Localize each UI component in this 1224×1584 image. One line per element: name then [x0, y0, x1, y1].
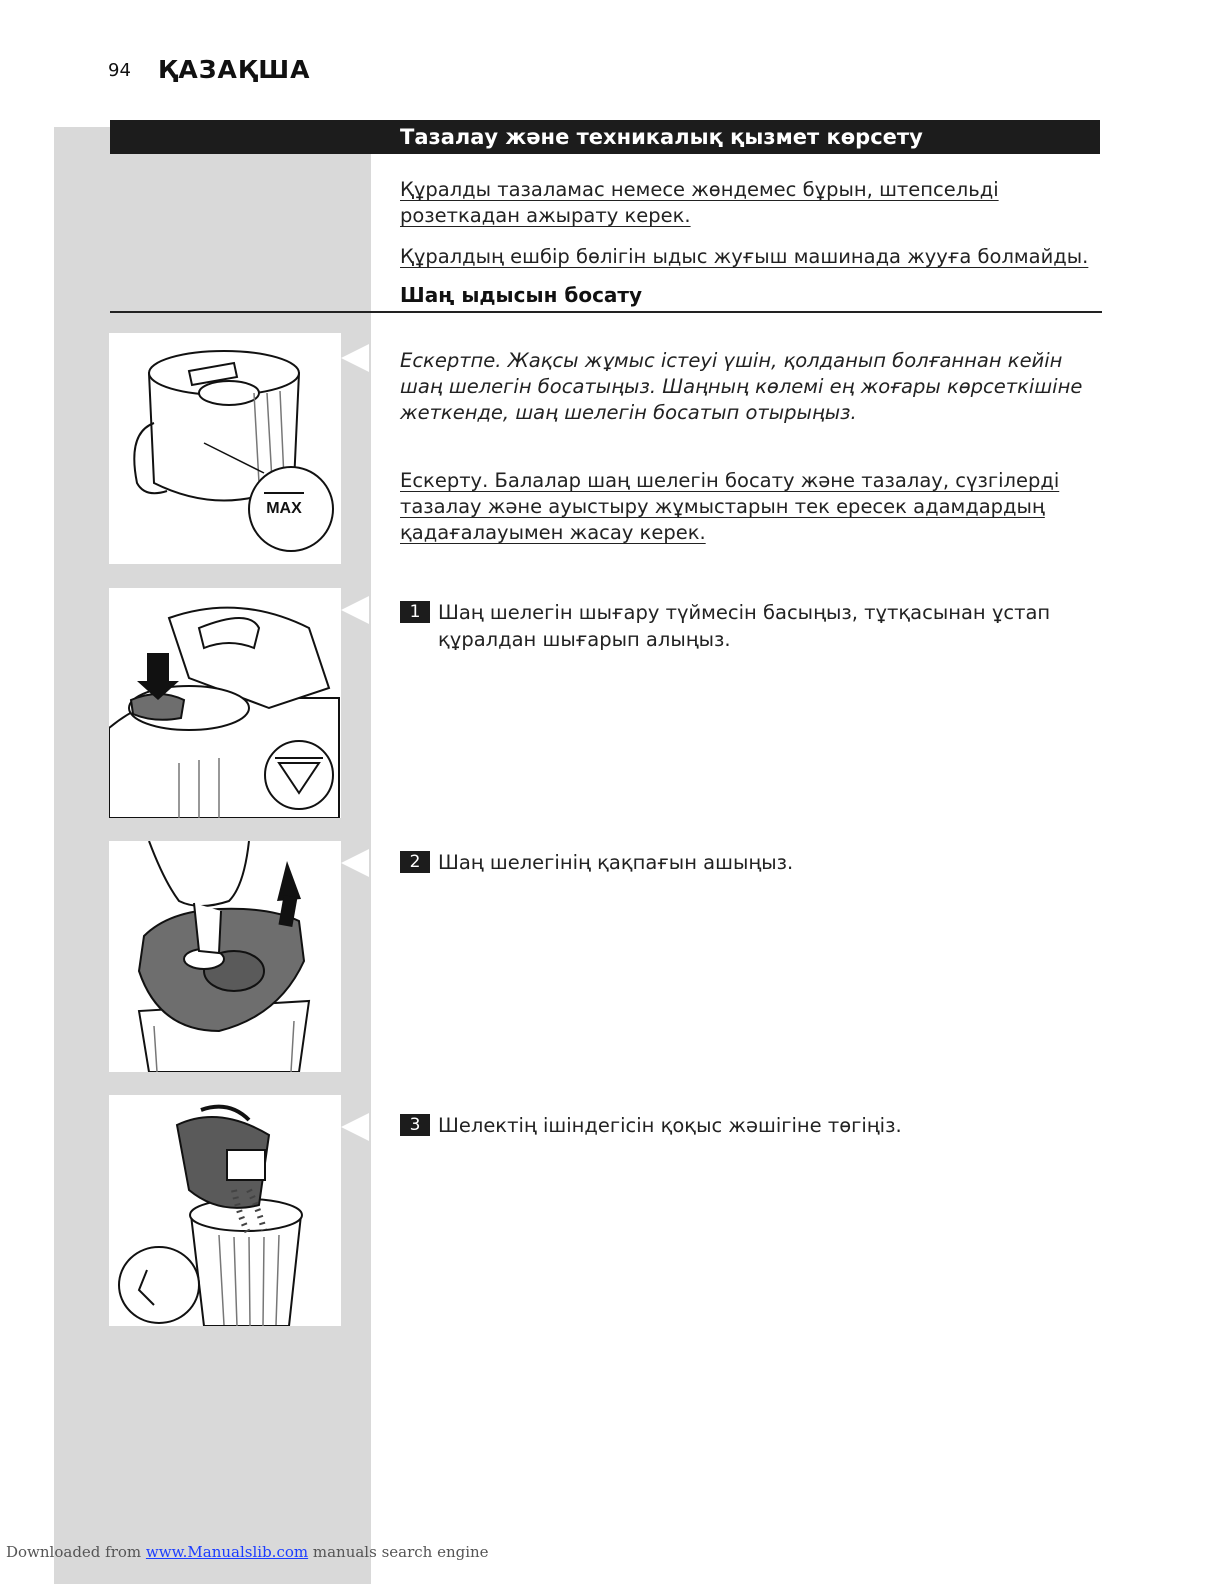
subsection-title: Шаң ыдысын босату: [400, 283, 643, 307]
step-number-2: 2: [400, 851, 430, 873]
illustration-empty-bin: [109, 1095, 341, 1326]
empty-bin-drawing: [109, 1095, 341, 1326]
release-button-drawing: [109, 588, 341, 818]
illustration-dust-container-max: [109, 333, 341, 564]
intro-paragraph-1: Құралды тазаламас немесе жөндемес бұрын, штепсельді розеткадан ажырату керек.: [400, 178, 999, 227]
illustration-release-button: [109, 588, 341, 818]
dust-container-max-drawing: [109, 333, 341, 564]
open-lid-drawing: [109, 841, 341, 1072]
footer-download-note: [6, 1543, 489, 1561]
footer-prefix: Downloaded from: [6, 1543, 146, 1561]
callout-pointer-1: [341, 344, 369, 372]
step-number-1: 1: [400, 601, 430, 623]
illustration-open-lid: [109, 841, 341, 1072]
callout-pointer-4: [341, 1113, 369, 1141]
warning-text: Ескерту. Балалар шаң шелегін босату және тазалау, сүзгілерді тазалау және ауыстыру жұмыстарын тек ересек адамдардың қадағалауымен жасау керек.: [400, 469, 1060, 544]
callout-pointer-2: [341, 596, 369, 624]
footer-suffix: manuals search engine: [308, 1543, 489, 1561]
step-text-1: Шаң шелегін шығару түймесін басыңыз, тұтқасынан ұстап құралдан шығарып алыңыз.: [438, 601, 1051, 651]
step-text-2: Шаң шелегінің қақпағын ашыңыз.: [438, 851, 794, 874]
note-text: Ескертпе. Жақсы жұмыс істеуі үшін, қолданып болғаннан кейін шаң шелегін босатыңыз. Шаңның көлемі ең жоғары көрсеткішіне жеткенде, шаң шелегін босатып отырыңыз.: [400, 349, 1083, 424]
step-number-3: 3: [400, 1114, 430, 1136]
intro-paragraph-2: Құралдың ешбір бөлігін ыдыс жуғыш машинада жууға болмайды.: [400, 245, 1089, 268]
language-heading: ҚАЗАҚША: [158, 55, 311, 84]
step-text-3: Шелектің ішіндегісін қоқыс жәшігіне төгіңіз.: [438, 1114, 902, 1137]
max-indicator-label: MAX: [266, 500, 302, 517]
manualslib-link[interactable]: www.Manualslib.com: [145, 1543, 309, 1561]
callout-pointer-3: [341, 849, 369, 877]
section-title: Тазалау және техникалық қызмет көрсету: [400, 125, 923, 149]
page-number: 94: [108, 60, 131, 81]
subsection-rule: [110, 311, 1102, 313]
